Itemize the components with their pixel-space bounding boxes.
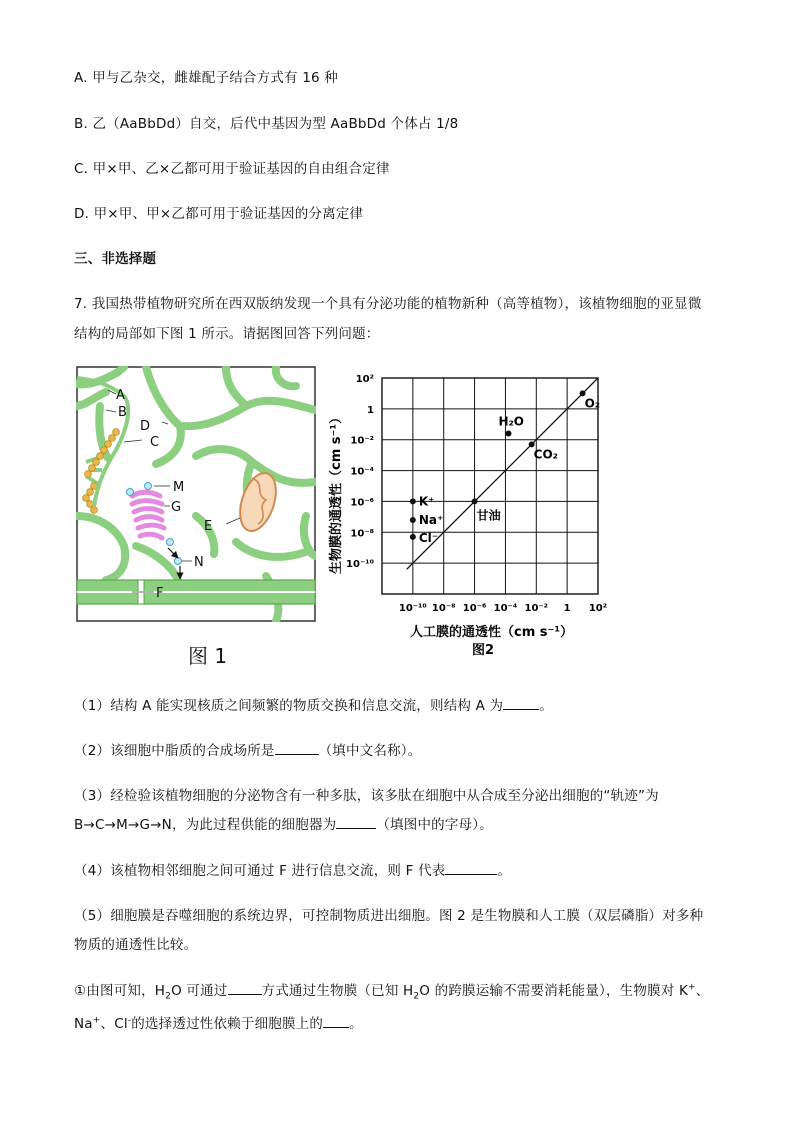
label-m: M — [173, 480, 185, 495]
answer-blank-5[interactable] — [228, 982, 262, 995]
q6-text-end: 。 — [349, 1016, 363, 1032]
q6-line-1 — [74, 979, 709, 1002]
q2-end: （填中文名称）。 — [318, 743, 422, 759]
point-label: K⁺ — [418, 494, 435, 509]
answer-blank-3[interactable] — [336, 816, 376, 829]
data-point — [410, 517, 416, 523]
option-text: 甲与乙杂交，雌雄配子结合方式有 16 种 — [92, 70, 338, 86]
q3-text: B→C→M→G→N，为此过程供能的细胞器为 — [74, 817, 337, 833]
answer-blank-1[interactable] — [503, 697, 539, 710]
permeability-chart — [324, 366, 624, 662]
q1-text: （1）结构 A 能实现核质之间频繁的物质交换和信息交流，则结构 A 为 — [74, 698, 504, 714]
cell-diagram — [76, 366, 316, 622]
q4 — [74, 859, 511, 879]
label-c: C — [150, 435, 160, 450]
y-tick-label: 10⁻² — [350, 435, 374, 447]
point-label: Na⁺ — [418, 512, 444, 527]
superscript: - — [127, 1015, 132, 1026]
x-tick-label: 10² — [588, 603, 608, 614]
superscript: + — [688, 982, 696, 993]
q6-text-a: ①由图可知，H — [74, 983, 166, 999]
q3-line-2 — [74, 813, 493, 833]
label-f: F — [156, 586, 164, 601]
q3-line-1: （3）经检验该植物细胞的分泌物含有一种多肽，该多肽在细胞中从合成至分泌出细胞的“轨迹”为 — [74, 788, 659, 804]
superscript: + — [92, 1015, 101, 1026]
q6-text-c2: 的选择透过性依赖于细胞膜上的 — [131, 1016, 324, 1032]
y-tick-label: 1 — [367, 404, 374, 416]
option-text: 甲×甲、甲×乙都可用于验证基因的分离定律 — [93, 206, 364, 222]
figure-1 — [76, 366, 316, 622]
q6-text-na: Na — [74, 1016, 93, 1032]
data-point — [472, 498, 478, 504]
option-text: 乙（AaBbDd）自交，后代中基因为型 AaBbDd 个体占 1/8 — [92, 116, 459, 132]
q6-text-c: 方式通过生物膜（已知 H — [261, 983, 414, 999]
label-e: E — [204, 519, 213, 534]
option-label: B. — [74, 116, 88, 132]
q2 — [74, 739, 421, 759]
x-tick-label: 10⁻⁸ — [431, 603, 456, 614]
x-tick-label: 1 — [563, 603, 571, 614]
answer-blank-2[interactable] — [275, 742, 319, 755]
subscript: 2 — [413, 991, 420, 1002]
data-point — [506, 431, 512, 437]
option-d — [74, 202, 363, 222]
y-tick-label: 10⁻⁴ — [350, 466, 374, 478]
option-label: A. — [74, 70, 88, 86]
y-tick-label: 10⁻⁶ — [350, 497, 374, 509]
figure-1-caption: 图 1 — [188, 644, 228, 668]
q6-text-cl: 、Cl — [100, 1016, 128, 1032]
answer-blank-6[interactable] — [323, 1015, 349, 1028]
chart-ticks — [346, 374, 607, 614]
figure-2 — [324, 366, 624, 662]
q4-text: （4）该植物相邻细胞之间可通过 F 进行信息交流，则 F 代表 — [74, 863, 446, 879]
option-label: C. — [74, 161, 89, 177]
q5-line-2: 物质的通透性比较。 — [74, 937, 198, 953]
section-title: 三、非选择题 — [74, 251, 157, 267]
data-point — [410, 534, 416, 540]
q2-text: （2）该细胞中脂质的合成场所是 — [74, 743, 275, 759]
x-tick-label: 10⁻² — [524, 603, 549, 614]
figure-2-caption: 图2 — [472, 643, 495, 658]
point-label: 甘油 — [476, 508, 501, 523]
x-tick-label: 10⁻¹⁰ — [398, 603, 427, 614]
y-axis-label: 生物膜的通透性（cm s⁻¹） — [329, 410, 344, 574]
q6-text-b: O 可通过 — [171, 983, 228, 999]
label-d: D — [140, 419, 151, 434]
point-label: CO₂ — [533, 447, 558, 462]
point-label: H₂O — [498, 414, 525, 429]
x-tick-label: 10⁻⁶ — [462, 603, 487, 614]
subscript: 2 — [165, 991, 172, 1002]
label-b: B — [118, 405, 127, 420]
q1-end: 。 — [539, 698, 553, 714]
answer-blank-4[interactable] — [445, 862, 497, 875]
label-n: N — [194, 555, 204, 570]
q6-line-2 — [74, 1012, 363, 1032]
x-tick-label: 10⁻⁴ — [493, 603, 518, 614]
q1 — [74, 694, 553, 714]
q4-end: 。 — [497, 863, 512, 879]
q5-line-1: （5）细胞膜是吞噬细胞的系统边界，可控制物质进出细胞。图 2 是生物膜和人工膜（双层磷脂）对多种 — [74, 908, 704, 924]
question-stem-line-2: 结构的局部如下图 1 所示。请据图回答下列问题： — [74, 326, 380, 342]
option-label: D. — [74, 206, 90, 222]
option-c — [74, 157, 390, 177]
option-b — [74, 112, 458, 132]
q6-text-d: O 的跨膜运输不需要消耗能量），生物膜对 K — [419, 983, 689, 999]
q3-end: （填图中的字母）。 — [376, 817, 493, 833]
data-point — [410, 498, 416, 504]
y-tick-label: 10⁻¹⁰ — [346, 559, 374, 571]
label-a: A — [116, 388, 125, 403]
y-tick-label: 10⁻⁸ — [350, 528, 374, 540]
question-stem-line-1: 7. 我国热带植物研究所在西双版纳发现一个具有分泌功能的植物新种（高等植物），该植物细胞的亚显微 — [74, 296, 702, 312]
label-g: G — [171, 500, 182, 515]
x-axis-label: 人工膜的通透性（cm s⁻¹） — [410, 625, 574, 640]
option-text: 甲×甲、乙×乙都可用于验证基因的自由组合定律 — [92, 161, 390, 177]
y-tick-label: 10² — [355, 374, 374, 385]
point-label: Cl⁻ — [418, 530, 439, 545]
option-a — [74, 66, 338, 86]
point-label: O₂ — [584, 396, 601, 411]
q6-text-e: 、 — [695, 983, 710, 999]
